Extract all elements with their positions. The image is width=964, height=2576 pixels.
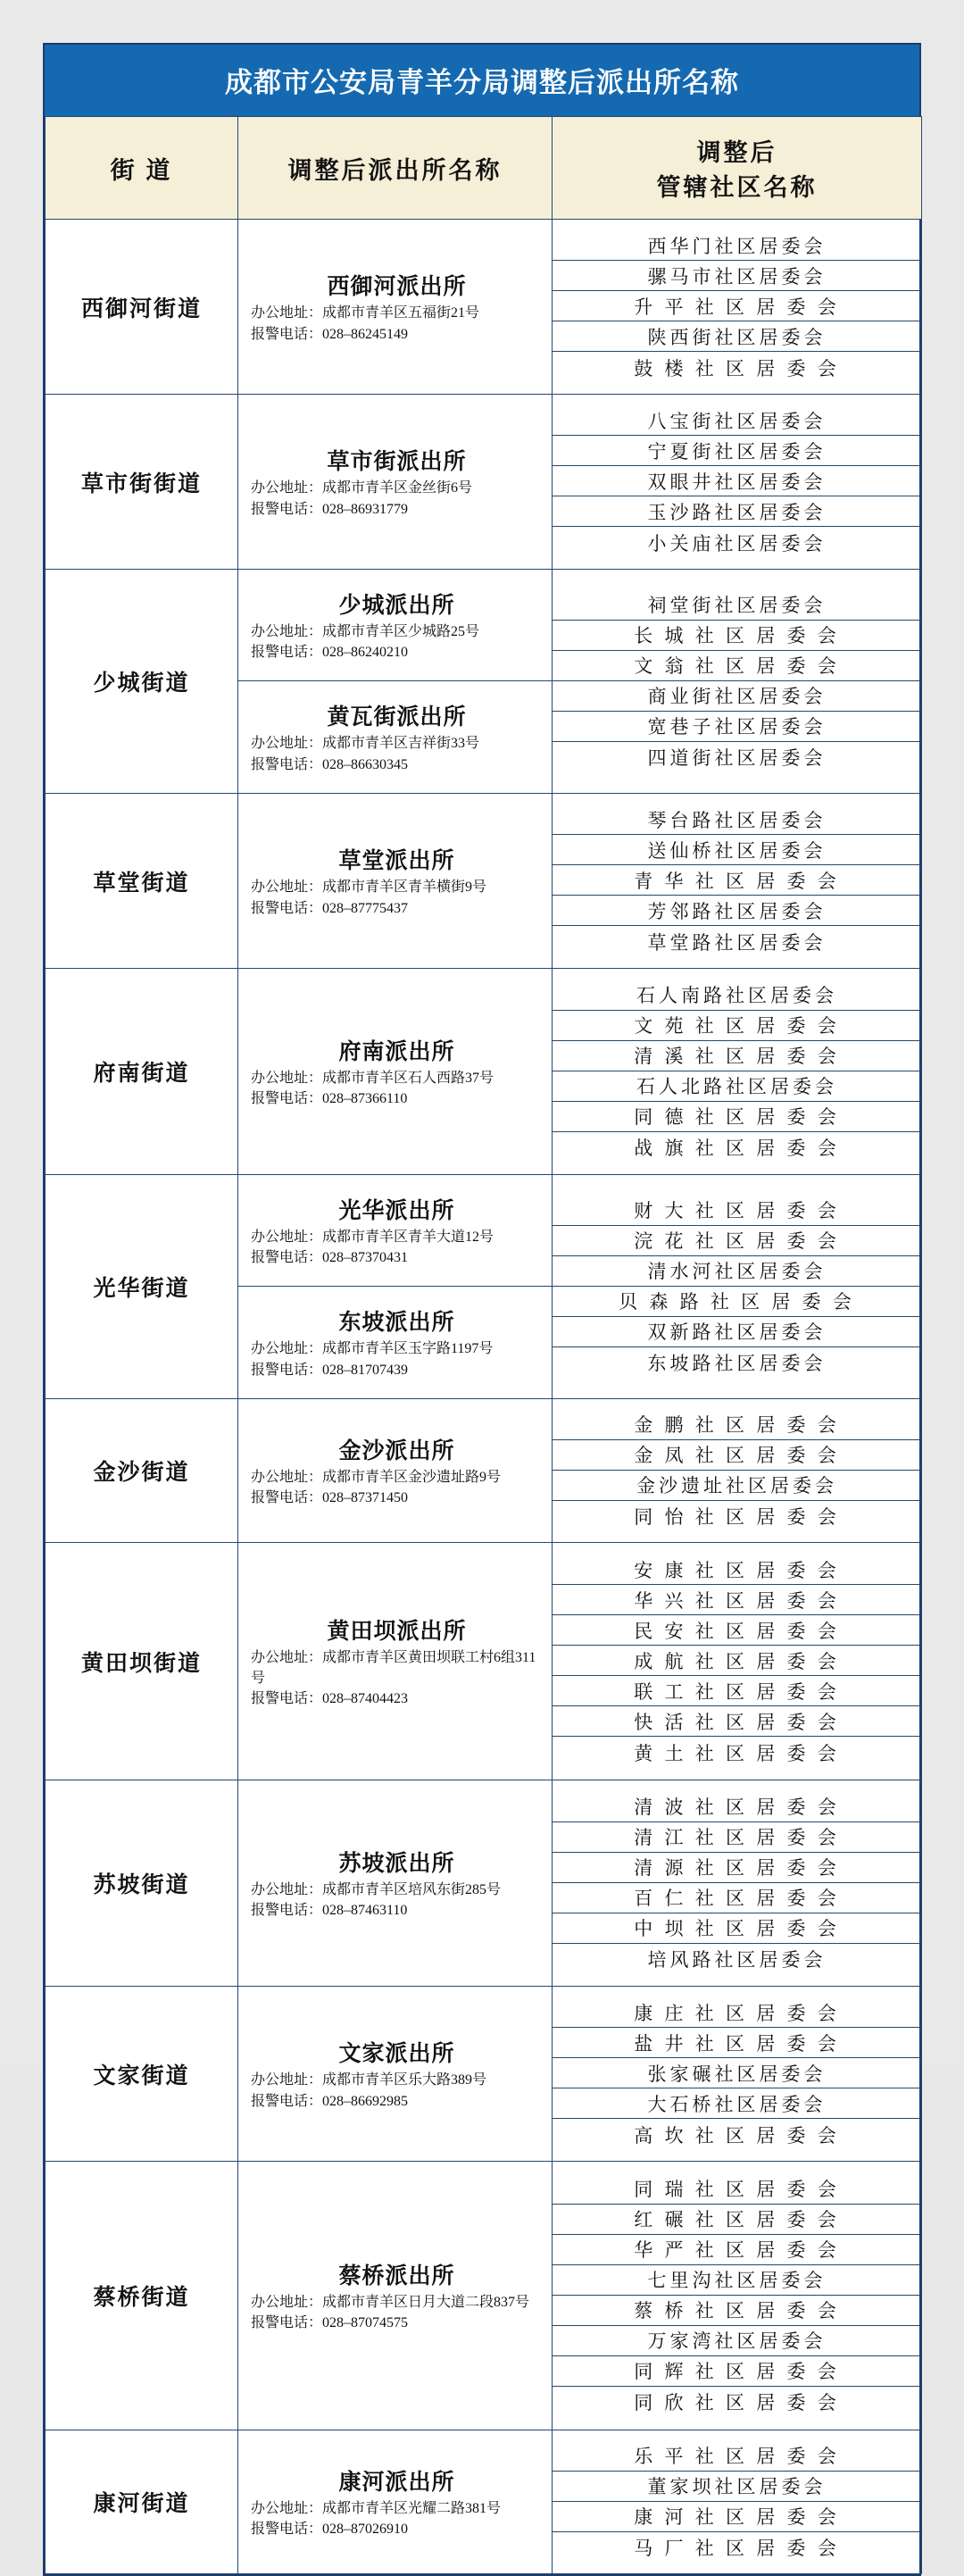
community-list bbox=[553, 1399, 922, 1543]
street-name: 草堂街道 bbox=[46, 794, 238, 969]
station-name: 文家派出所 bbox=[338, 2042, 455, 2067]
station-name: 黄瓦街派出所 bbox=[327, 705, 467, 730]
table-row bbox=[46, 1175, 922, 1399]
community-item: 小关庙社区居委会 bbox=[647, 532, 827, 554]
station-phone: 报警电话：028–87404423 bbox=[251, 1691, 409, 1707]
community-item: 西华门社区居委会 bbox=[553, 230, 921, 261]
station-name: 草市街派出所 bbox=[327, 450, 467, 475]
community-item: 清水河社区居委会 bbox=[553, 1256, 921, 1287]
community-item: 陕西街社区居委会 bbox=[553, 321, 921, 352]
station-address: 办公地址：成都市青羊区金沙遗址路9号 bbox=[251, 1469, 502, 1485]
police-station-block bbox=[238, 395, 552, 569]
station-phone: 报警电话：028–87775437 bbox=[251, 900, 409, 916]
station-cell bbox=[238, 1399, 553, 1543]
community-item: 鼓 楼 社 区 居 委 会 bbox=[634, 357, 840, 379]
community-item: 青 华 社 区 居 委 会 bbox=[553, 865, 921, 896]
community-item: 石人北路社区居委会 bbox=[553, 1071, 921, 1102]
community-item: 长 城 社 区 居 委 会 bbox=[553, 621, 921, 651]
street-name: 苏坡街道 bbox=[46, 1780, 238, 1987]
police-station-block bbox=[238, 2430, 552, 2573]
station-phone: 报警电话：028–87366110 bbox=[251, 1091, 408, 1106]
station-cell bbox=[238, 1987, 553, 2162]
community-item: 芳邻路社区居委会 bbox=[553, 896, 921, 926]
station-name: 草堂派出所 bbox=[338, 849, 455, 874]
community-item: 金 凤 社 区 居 委 会 bbox=[553, 1440, 921, 1471]
community-item: 财 大 社 区 居 委 会 bbox=[553, 1196, 921, 1226]
station-phone: 报警电话：028–86692985 bbox=[251, 2093, 409, 2109]
station-address: 办公地址：成都市青羊区石人西路37号 bbox=[251, 1070, 494, 1086]
street-name: 黄田坝街道 bbox=[46, 1543, 238, 1780]
community-item: 清 溪 社 区 居 委 会 bbox=[553, 1041, 921, 1071]
police-station-block bbox=[238, 1987, 552, 2161]
community-item: 清 源 社 区 居 委 会 bbox=[553, 1853, 921, 1883]
column-header-community-line1: 调整后 bbox=[696, 139, 777, 166]
police-station-block bbox=[238, 220, 552, 394]
community-item: 民 安 社 区 居 委 会 bbox=[553, 1615, 921, 1646]
community-item: 红 碾 社 区 居 委 会 bbox=[553, 2205, 921, 2235]
community-item: 同 欣 社 区 居 委 会 bbox=[634, 2392, 840, 2413]
station-address: 办公地址：成都市青羊区日月大道二段837号 bbox=[251, 2294, 530, 2310]
community-item: 清 江 社 区 居 委 会 bbox=[553, 1822, 921, 1853]
community-item: 双新路社区居委会 bbox=[553, 1317, 921, 1347]
police-station-block bbox=[238, 681, 552, 793]
community-item: 同 辉 社 区 居 委 会 bbox=[553, 2356, 921, 2387]
community-item: 董家坝社区居委会 bbox=[553, 2472, 921, 2502]
station-cell bbox=[238, 395, 553, 570]
street-name: 文家街道 bbox=[46, 1987, 238, 2162]
station-phone: 报警电话：028–86630345 bbox=[251, 756, 409, 772]
station-name: 金沙派出所 bbox=[338, 1438, 455, 1463]
table-row bbox=[46, 395, 922, 570]
community-list bbox=[553, 1987, 922, 2162]
community-item: 战 旗 社 区 居 委 会 bbox=[634, 1138, 840, 1159]
station-phone: 报警电话：028–86240210 bbox=[251, 645, 409, 660]
community-item: 双眼井社区居委会 bbox=[553, 466, 921, 496]
station-address: 办公地址：成都市青羊区培风东街285号 bbox=[251, 1881, 502, 1897]
community-item: 祠堂街社区居委会 bbox=[553, 590, 921, 621]
community-item: 安 康 社 区 居 委 会 bbox=[553, 1555, 921, 1585]
station-address: 办公地址：成都市青羊区五福街21号 bbox=[251, 305, 480, 321]
police-station-block bbox=[238, 570, 552, 681]
community-list bbox=[553, 395, 922, 570]
community-item: 东坡路社区居委会 bbox=[647, 1353, 827, 1374]
station-address: 办公地址：成都市青羊区乐大路389号 bbox=[251, 2072, 487, 2088]
community-item: 宽巷子社区居委会 bbox=[553, 712, 921, 742]
community-list bbox=[553, 1175, 922, 1399]
document-card bbox=[43, 43, 921, 2576]
community-item: 万家湾社区居委会 bbox=[553, 2326, 921, 2356]
station-cell bbox=[238, 794, 553, 969]
station-cell bbox=[238, 570, 553, 794]
community-list bbox=[553, 969, 922, 1175]
station-address: 办公地址：成都市青羊区青羊横街9号 bbox=[251, 880, 487, 896]
police-station-block bbox=[238, 1780, 552, 1986]
station-address: 办公地址：成都市青羊区黄田坝联工村6组311号 bbox=[251, 1649, 536, 1686]
table-body bbox=[46, 220, 922, 2574]
community-item: 高 坎 社 区 居 委 会 bbox=[634, 2124, 840, 2147]
table-row bbox=[46, 1780, 922, 1987]
community-item: 玉沙路社区居委会 bbox=[553, 496, 921, 527]
station-name: 东坡派出所 bbox=[338, 1311, 455, 1336]
community-item: 蔡 桥 社 区 居 委 会 bbox=[553, 2296, 921, 2326]
community-item: 成 航 社 区 居 委 会 bbox=[553, 1646, 921, 1676]
street-name: 光华街道 bbox=[46, 1175, 238, 1399]
station-name: 康河派出所 bbox=[338, 2470, 455, 2495]
station-cell bbox=[238, 2430, 553, 2574]
street-name: 金沙街道 bbox=[46, 1399, 238, 1543]
community-item: 七里沟社区居委会 bbox=[553, 2265, 921, 2296]
station-cell bbox=[238, 220, 553, 395]
column-header-station: 调整后派出所名称 bbox=[238, 117, 553, 220]
community-item: 百 仁 社 区 居 委 会 bbox=[553, 1883, 921, 1913]
column-header-street: 街 道 bbox=[46, 117, 238, 220]
station-name: 少城派出所 bbox=[338, 593, 455, 618]
community-item: 黄 土 社 区 居 委 会 bbox=[634, 1742, 840, 1764]
station-address: 办公地址：成都市青羊区玉字路1197号 bbox=[251, 1341, 494, 1357]
community-item: 盐 井 社 区 居 委 会 bbox=[553, 2028, 921, 2058]
station-address: 办公地址：成都市青羊区光耀二路381号 bbox=[251, 2500, 502, 2516]
station-address: 办公地址：成都市青羊区吉祥街33号 bbox=[251, 736, 480, 752]
community-list bbox=[553, 2430, 922, 2574]
station-phone: 报警电话：028–81707439 bbox=[251, 1362, 409, 1378]
community-list bbox=[553, 794, 922, 969]
station-cell bbox=[238, 969, 553, 1175]
column-header-community bbox=[553, 117, 922, 220]
community-item: 草堂路社区居委会 bbox=[647, 931, 827, 954]
community-item: 培风路社区居委会 bbox=[647, 1949, 827, 1971]
street-name: 府南街道 bbox=[46, 969, 238, 1175]
table-row bbox=[46, 2162, 922, 2430]
community-item: 八宝街社区居委会 bbox=[553, 405, 921, 436]
station-phone: 报警电话：028–87370431 bbox=[251, 1250, 409, 1265]
community-item: 同 德 社 区 居 委 会 bbox=[553, 1102, 921, 1132]
community-item: 同 瑞 社 区 居 委 会 bbox=[553, 2174, 921, 2205]
station-name: 蔡桥派出所 bbox=[338, 2263, 455, 2288]
police-station-block bbox=[238, 1543, 552, 1780]
table-row bbox=[46, 570, 922, 794]
station-cell bbox=[238, 1175, 553, 1399]
station-phone: 报警电话：028–87074575 bbox=[251, 2315, 409, 2330]
police-station-block bbox=[238, 1399, 552, 1542]
street-name: 西御河街道 bbox=[46, 220, 238, 395]
station-address: 办公地址：成都市青羊区金丝街6号 bbox=[251, 480, 473, 496]
table-row bbox=[46, 2430, 922, 2574]
community-item: 马 厂 社 区 居 委 会 bbox=[634, 2538, 840, 2559]
station-phone: 报警电话：028–86245149 bbox=[251, 326, 409, 342]
station-name: 府南派出所 bbox=[338, 1039, 455, 1064]
community-list bbox=[553, 220, 922, 395]
community-item: 文 翁 社 区 居 委 会 bbox=[553, 651, 921, 681]
community-item: 张家碾社区居委会 bbox=[553, 2058, 921, 2088]
community-item: 清 波 社 区 居 委 会 bbox=[553, 1792, 921, 1822]
community-item: 文 苑 社 区 居 委 会 bbox=[553, 1011, 921, 1041]
table-header-row bbox=[46, 117, 922, 220]
table-row bbox=[46, 1543, 922, 1780]
community-item: 骡马市社区居委会 bbox=[553, 261, 921, 291]
police-station-block bbox=[238, 969, 552, 1174]
community-list bbox=[553, 1543, 922, 1780]
station-name: 光华派出所 bbox=[338, 1198, 455, 1223]
community-list bbox=[553, 2162, 922, 2430]
community-item: 乐 平 社 区 居 委 会 bbox=[553, 2441, 921, 2472]
community-item: 商业街社区居委会 bbox=[553, 681, 921, 712]
station-cell bbox=[238, 1780, 553, 1987]
community-item: 康 庄 社 区 居 委 会 bbox=[553, 1997, 921, 2028]
community-item: 金沙遗址社区居委会 bbox=[553, 1471, 921, 1501]
community-item: 宁夏街社区居委会 bbox=[553, 436, 921, 466]
station-cell bbox=[238, 2162, 553, 2430]
table-header bbox=[46, 117, 922, 220]
column-header-community-line2: 管辖社区名称 bbox=[656, 174, 818, 201]
table-row bbox=[46, 1987, 922, 2162]
station-cell bbox=[238, 1543, 553, 1780]
community-item: 华 兴 社 区 居 委 会 bbox=[553, 1585, 921, 1615]
police-station-block bbox=[238, 1175, 552, 1287]
station-name: 苏坡派出所 bbox=[338, 1851, 455, 1876]
station-phone: 报警电话：028–87371450 bbox=[251, 1490, 409, 1505]
station-name: 黄田坝派出所 bbox=[327, 1619, 467, 1644]
page-title: 成都市公安局青羊分局调整后派出所名称 bbox=[45, 45, 919, 116]
community-item: 送仙桥社区居委会 bbox=[553, 835, 921, 865]
community-item: 金 鹏 社 区 居 委 会 bbox=[553, 1410, 921, 1440]
station-name: 西御河派出所 bbox=[327, 275, 467, 300]
community-item: 浣 花 社 区 居 委 会 bbox=[553, 1226, 921, 1256]
community-item: 联 工 社 区 居 委 会 bbox=[553, 1676, 921, 1706]
station-phone: 报警电话：028–87463110 bbox=[251, 1903, 408, 1918]
table-row bbox=[46, 1399, 922, 1543]
table-row bbox=[46, 969, 922, 1175]
street-name: 蔡桥街道 bbox=[46, 2162, 238, 2430]
community-item: 四道街社区居委会 bbox=[647, 747, 827, 769]
community-item: 升 平 社 区 居 委 会 bbox=[553, 291, 921, 321]
community-item: 快 活 社 区 居 委 会 bbox=[553, 1706, 921, 1737]
stations-table bbox=[45, 116, 922, 2574]
community-item: 石人南路社区居委会 bbox=[553, 980, 921, 1011]
community-item: 康 河 社 区 居 委 会 bbox=[553, 2502, 921, 2532]
street-name: 草市街街道 bbox=[46, 395, 238, 570]
police-station-block bbox=[238, 794, 552, 968]
police-station-block bbox=[238, 2162, 552, 2430]
station-phone: 报警电话：028–87026910 bbox=[251, 2522, 409, 2537]
station-address: 办公地址：成都市青羊区青羊大道12号 bbox=[251, 1229, 494, 1245]
community-item: 贝 森 路 社 区 居 委 会 bbox=[553, 1287, 921, 1317]
community-item: 同 怡 社 区 居 委 会 bbox=[634, 1506, 840, 1528]
street-name: 康河街道 bbox=[46, 2430, 238, 2574]
community-list bbox=[553, 1780, 922, 1987]
street-name: 少城街道 bbox=[46, 570, 238, 794]
community-item: 大石桥社区居委会 bbox=[553, 2088, 921, 2119]
community-item: 中 坝 社 区 居 委 会 bbox=[553, 1913, 921, 1944]
community-item: 琴台路社区居委会 bbox=[553, 804, 921, 835]
table-row bbox=[46, 794, 922, 969]
station-phone: 报警电话：028–86931779 bbox=[251, 501, 409, 517]
community-item: 华 严 社 区 居 委 会 bbox=[553, 2235, 921, 2265]
community-list bbox=[553, 570, 922, 794]
table-row bbox=[46, 220, 922, 395]
police-station-block bbox=[238, 1287, 552, 1398]
station-address: 办公地址：成都市青羊区少城路25号 bbox=[251, 623, 480, 639]
